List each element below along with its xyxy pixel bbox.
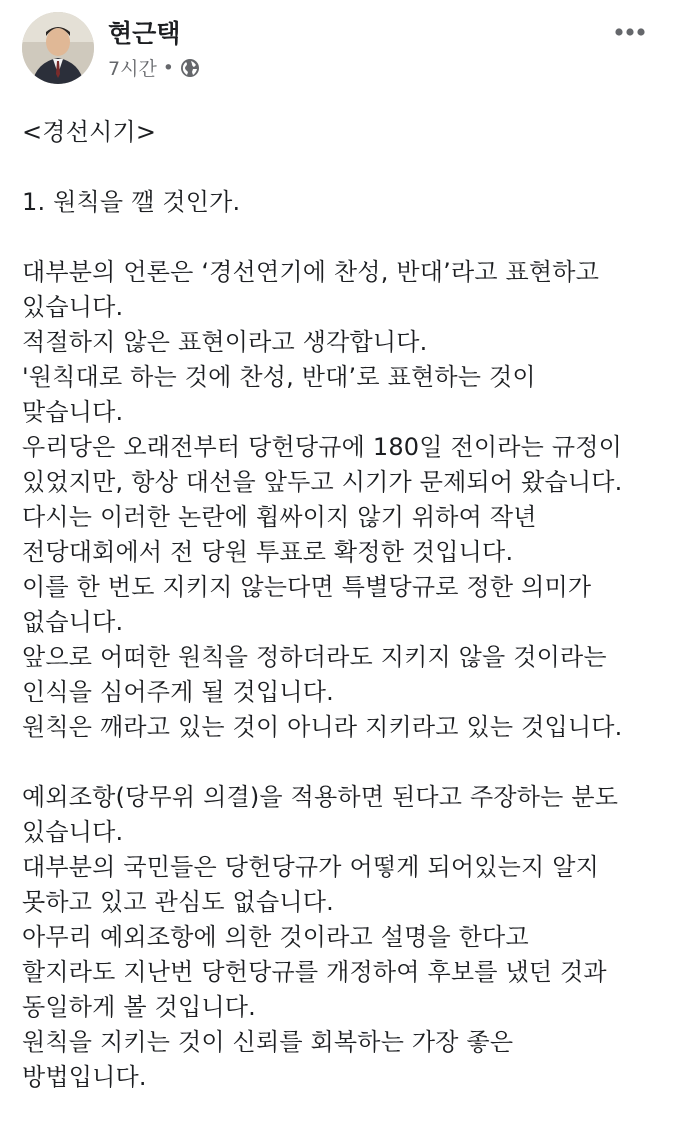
- post-title: <경선시기>: [22, 118, 157, 146]
- body-line: 못하고 있고 관심도 없습니다.: [22, 888, 334, 916]
- post-body: [22, 115, 660, 1095]
- body-line: 앞으로 어떠한 원칙을 정하더라도 지키지 않을 것이라는: [22, 643, 607, 671]
- body-line: 전당대회에서 전 당원 투표로 확정한 것입니다.: [22, 538, 514, 566]
- meta-separator: •: [162, 56, 175, 79]
- blank-line: [22, 220, 660, 255]
- body-line: 우리당은 오래전부터 당헌당규에 180일 전이라는 규정이: [22, 433, 622, 461]
- body-line: 이를 한 번도 지키지 않는다면 특별당규로 정한 의미가: [22, 573, 592, 601]
- section-heading: 1. 원칙을 깰 것인가.: [22, 188, 241, 216]
- avatar[interactable]: [22, 12, 94, 84]
- post-timestamp[interactable]: 7시간: [108, 58, 157, 80]
- body-line: 적절하지 않은 표현이라고 생각합니다.: [22, 328, 428, 356]
- author-name[interactable]: 현근택: [108, 19, 181, 48]
- body-line: 없습니다.: [22, 608, 124, 636]
- body-line: 인식을 심어주게 될 것입니다.: [22, 678, 334, 706]
- globe-icon: [180, 58, 200, 78]
- body-line: 대부분의 언론은 ‘경선연기에 찬성, 반대’라고 표현하고: [22, 258, 600, 286]
- body-line: 예외조항(당무위 의결)을 적용하면 된다고 주장하는 분도: [22, 783, 619, 811]
- body-line: 아무리 예외조항에 의한 것이라고 설명을 한다고: [22, 923, 529, 951]
- body-line: 있습니다.: [22, 818, 124, 846]
- body-line: 있었지만, 항상 대선을 앞두고 시기가 문제되어 왔습니다.: [22, 468, 623, 496]
- body-line: '원칙대로 하는 것에 찬성, 반대’로 표현하는 것이: [22, 363, 536, 391]
- blank-line: [22, 745, 660, 780]
- body-line: 할지라도 지난번 당헌당규를 개정하여 후보를 냈던 것과: [22, 958, 607, 986]
- blank-line: [22, 150, 660, 185]
- body-line: 다시는 이러한 논란에 휩싸이지 않기 위하여 작년: [22, 503, 537, 531]
- body-line: 방법입니다.: [22, 1063, 147, 1091]
- body-line: 있습니다.: [22, 293, 124, 321]
- body-line: 동일하게 볼 것입니다.: [22, 993, 256, 1021]
- body-line: 원칙은 깨라고 있는 것이 아니라 지키라고 있는 것입니다.: [22, 713, 623, 741]
- body-line: 원칙을 지키는 것이 신뢰를 회복하는 가장 좋은: [22, 1028, 514, 1056]
- body-line: 맞습니다.: [22, 398, 124, 426]
- post-meta: [108, 54, 200, 81]
- more-options-icon[interactable]: [614, 22, 646, 32]
- body-line: 대부분의 국민들은 당헌당규가 어떻게 되어있는지 알지: [22, 853, 599, 881]
- post-header: [0, 0, 680, 100]
